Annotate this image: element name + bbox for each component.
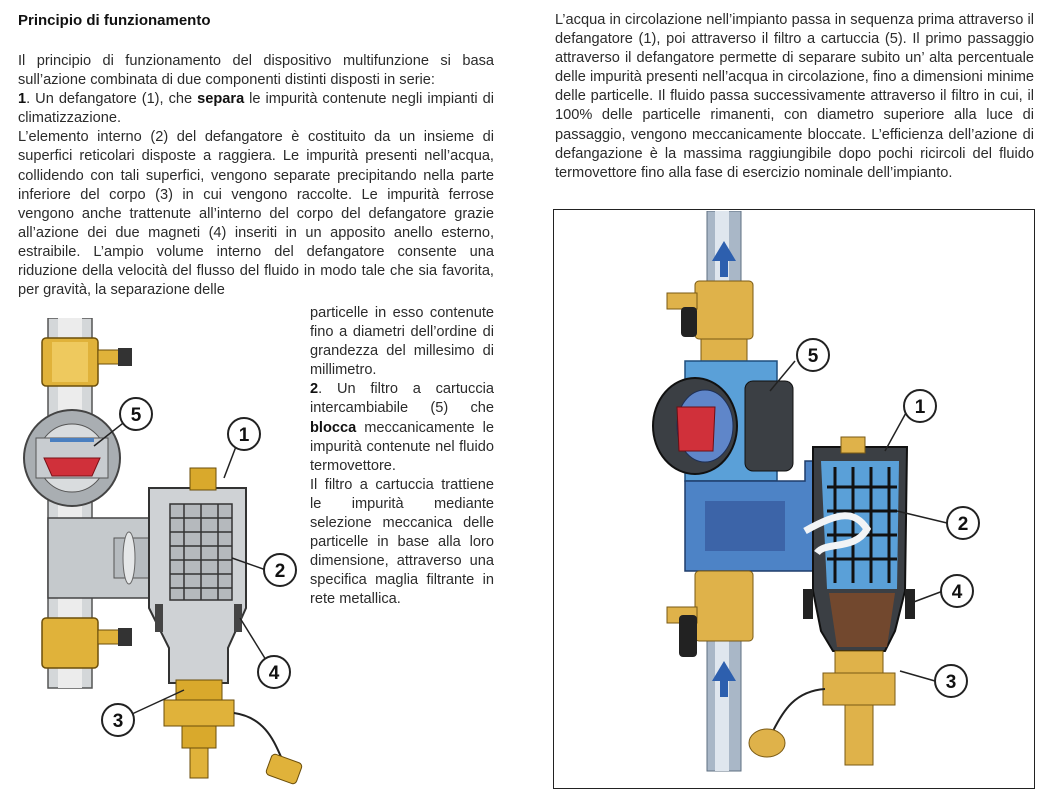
item-2-text-b: meccanicamente le impurità contenute nel fluido termovettore.: [310, 419, 494, 474]
item-1-bold: separa: [197, 91, 245, 108]
item-1-number: 1: [18, 91, 27, 108]
callout-4: [258, 656, 290, 688]
filtro-paragraph: Il filtro a cartuccia trattiene le impurità mediante selezione meccanica delle particelle in base alla loro dimensione, attraverso una specifica maglia filtrante in rete metallica.: [310, 476, 494, 608]
callout-5: [120, 398, 152, 430]
svg-text:2: 2: [957, 514, 969, 535]
left-text-block: [18, 52, 494, 300]
svg-text:1: 1: [914, 397, 926, 418]
left-side-text-block: [310, 304, 494, 610]
item-1: [18, 90, 494, 128]
svg-text:3: 3: [945, 672, 957, 693]
callout-3: [102, 704, 134, 736]
item-1-text-b: le impurità contenute negli impianti di climatizzazione.: [18, 91, 494, 127]
callout-5: [797, 339, 829, 371]
defangatore-paragraph: L’elemento interno (2) del defangatore è costituito da un insieme di superfici reticolari disposte a raggiera. Le impurità presenti nell’acqua, collidendo con tali superfici, vengono separate precipitando nella parte inferiore del corpo (3) in cui vengono raccolte. Le impurità ferrose vengono anche trattenute all’interno del corpo del defangatore grazie all’azione dei due magneti (4) inseriti in un apposito anello esterno, estraibile. L’ampio volume interno del defangatore consente una riduzione della velocità del flusso del fluido in modo tale che sia favorita, per gravità, la separazione delle: [18, 129, 494, 299]
callout-3: [935, 665, 967, 697]
defangatore-paragraph-cont: particelle in esso contenute fino a diametri dell’ordine di grandezza del millesimo di millimetro.: [310, 305, 494, 379]
item-2-bold: blocca: [310, 419, 357, 436]
intro-paragraph: Il principio di funzionamento del dispositivo multifunzione si basa sull’azione combinata di due componenti distinti disposti in serie:: [18, 53, 494, 89]
flow-paragraph: L’acqua in circolazione nell’impianto passa in sequenza prima attraverso il defangatore (1), poi attraverso il filtro a cartuccia (5). Il primo passaggio attraverso il defangatore permette di separare subito un’ alta percentuale delle impurità presenti nell’acqua in circolazione, fino a dimensioni minime delle particelle. Il fluido passa successivamente attraverso il filtro in cui, il 100% delle particelle rimanenti, con diametro superiore alla luce di passaggio, vengono meccanicamente bloccate. L’efficienza dell’azione di defangazione è la massima raggiungibile dopo pochi ricircoli del fluido termovettore fino alla fase di esercizio nominale dell’impianto.: [555, 12, 1034, 181]
callout-1: [228, 418, 260, 450]
right-cutaway-diagram: [555, 211, 1033, 787]
item-2: [310, 380, 494, 475]
item-1-text-a: . Un defangatore (1), che: [26, 91, 198, 108]
right-text-block: [555, 11, 1034, 183]
svg-text:4: 4: [268, 663, 280, 684]
svg-text:2: 2: [274, 561, 286, 582]
section-title: Principio di funzionamento: [18, 12, 211, 29]
svg-text:1: 1: [238, 425, 250, 446]
callout-2: [264, 554, 296, 586]
callout-4: [941, 575, 973, 607]
svg-text:4: 4: [951, 582, 963, 603]
svg-text:5: 5: [807, 346, 819, 367]
svg-text:5: 5: [130, 405, 142, 426]
left-cutaway-diagram: [14, 318, 314, 793]
item-2-number: 2: [310, 381, 319, 398]
item-2-text-a: . Un filtro a cartuccia intercambiabile (5) che: [310, 381, 494, 417]
svg-text:3: 3: [112, 711, 124, 732]
callout-2: [947, 507, 979, 539]
callout-1: [904, 390, 936, 422]
